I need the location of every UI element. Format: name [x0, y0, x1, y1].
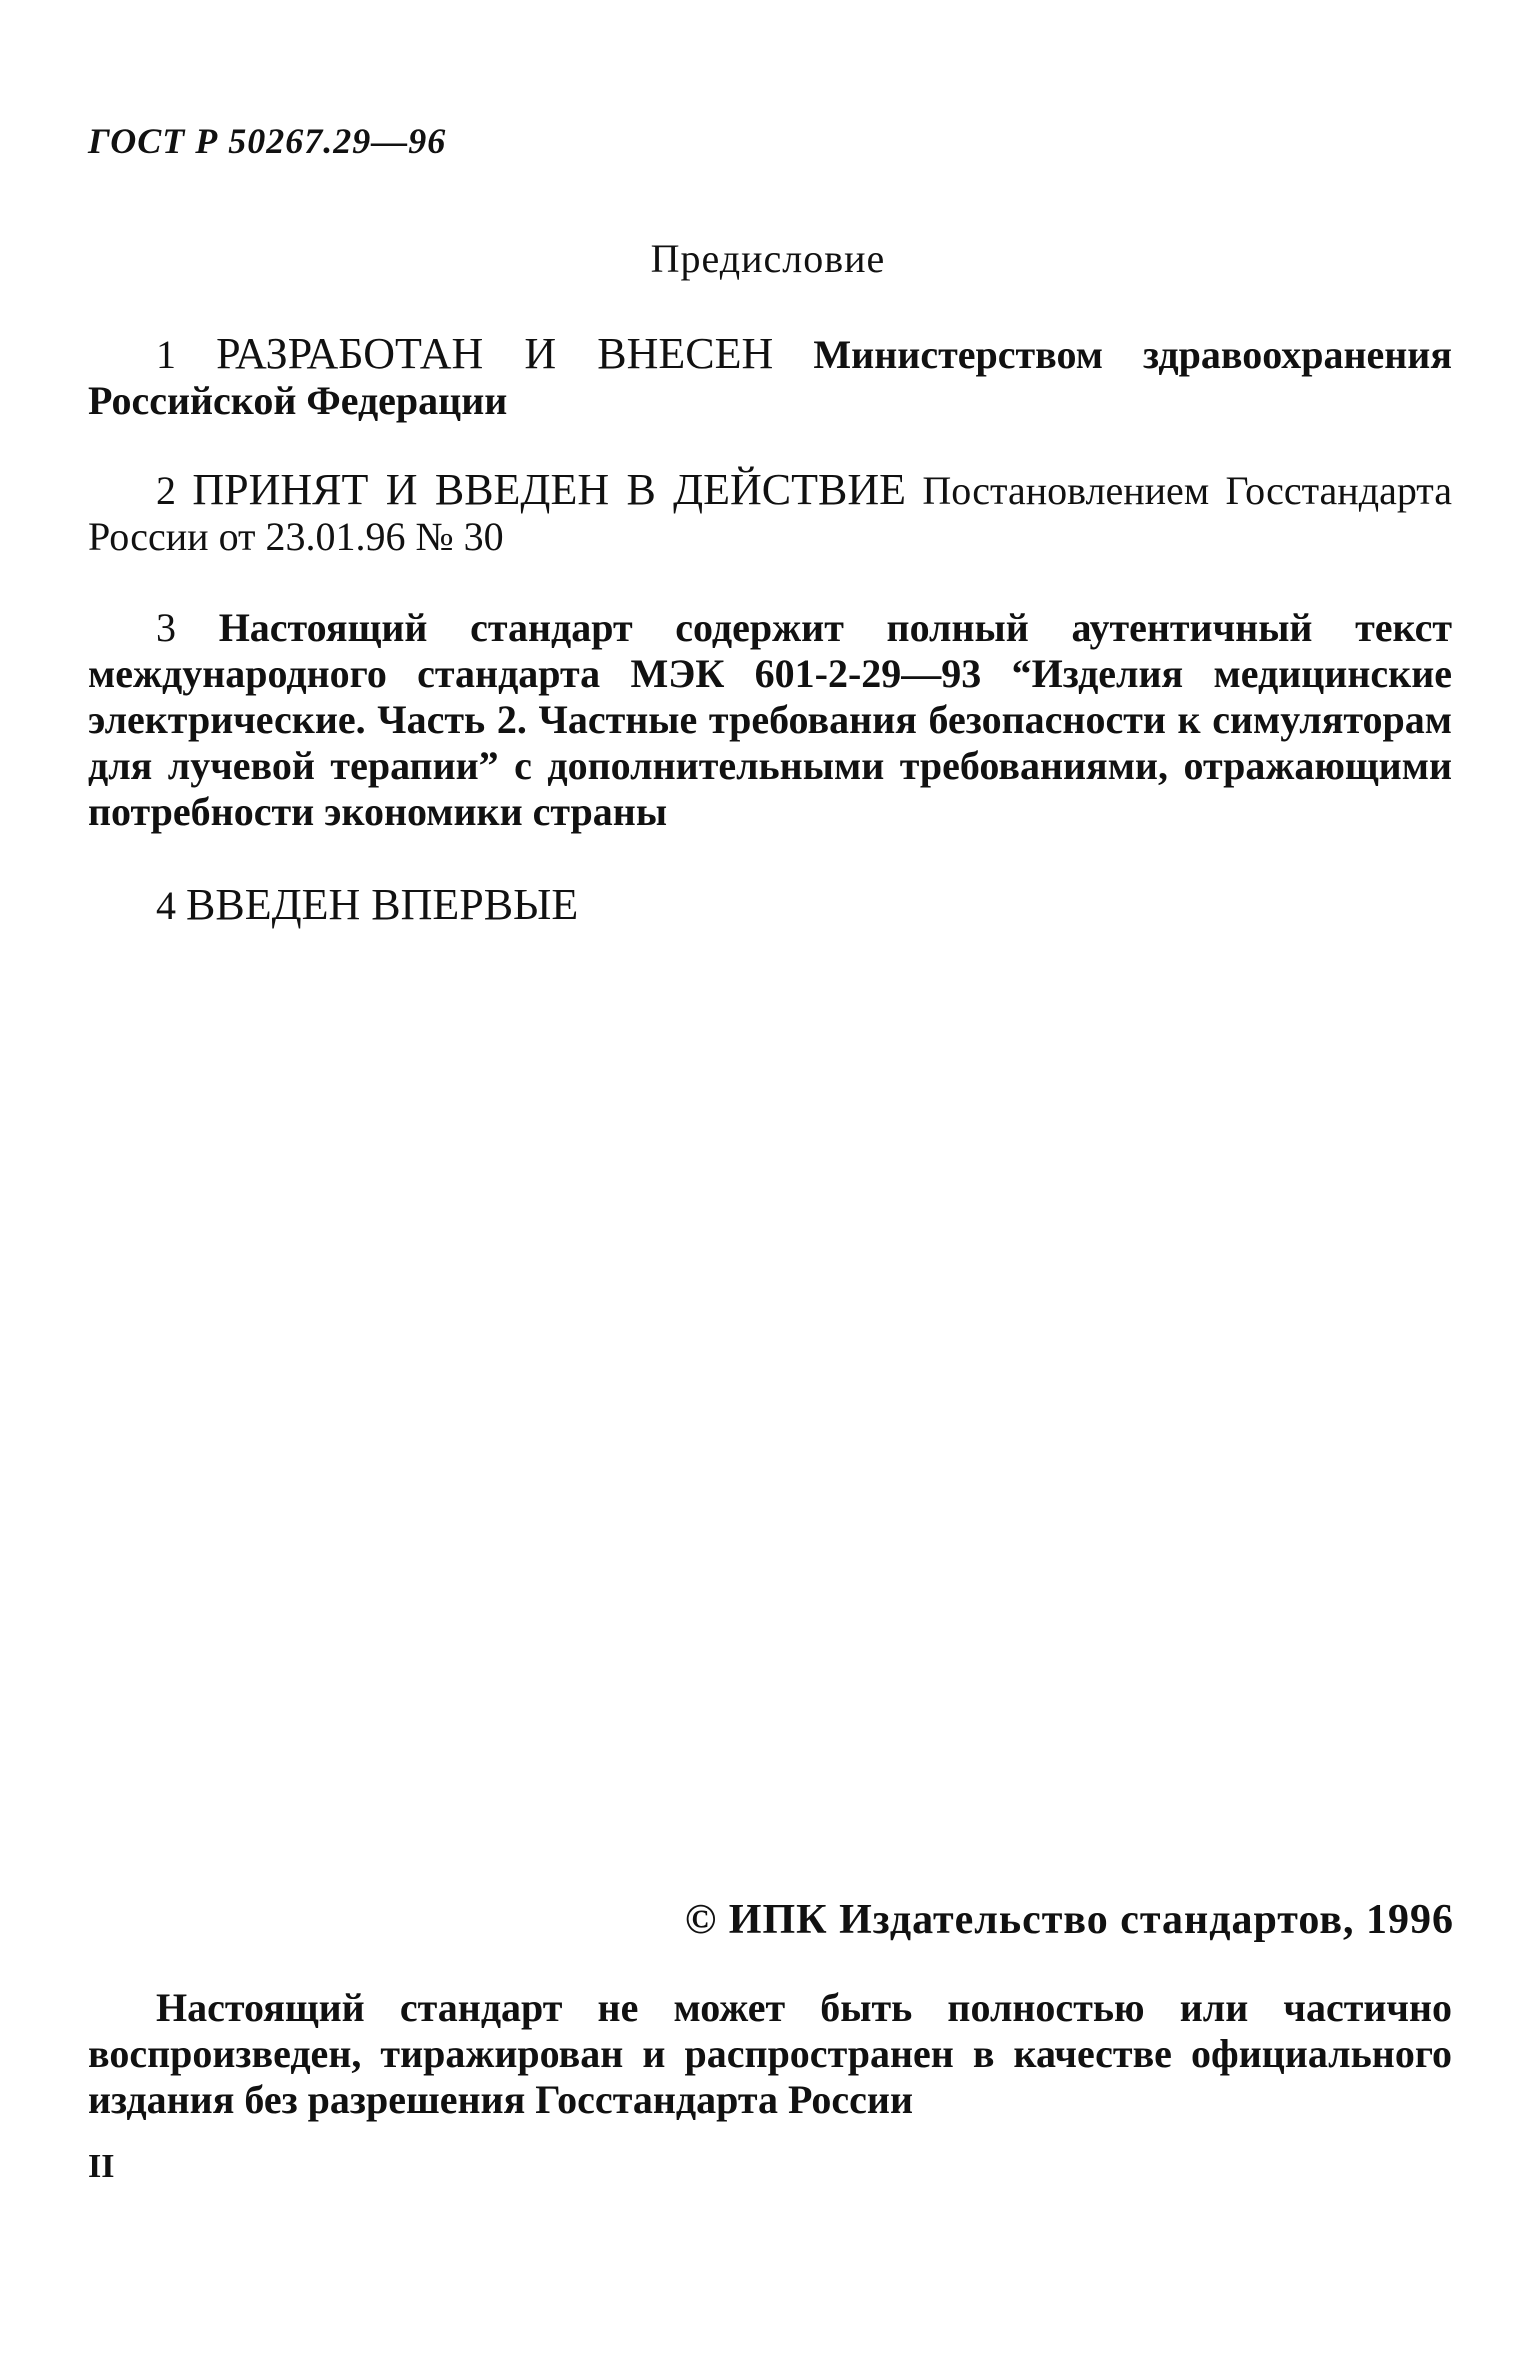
- page-title: Предисловие: [650, 236, 886, 281]
- foreword-item-1: [88, 331, 1452, 424]
- page-number: II: [88, 2148, 115, 2185]
- copyright-line: © ИПК Издательство стандартов, 1996: [684, 1897, 1454, 1943]
- item-lead: ПРИНЯТ И ВВЕДЕН В ДЕЙСТВИЕ: [192, 465, 907, 514]
- item-number: 4: [156, 883, 176, 928]
- item-lead: РАЗРАБОТАН И ВНЕСЕН: [216, 329, 774, 378]
- reproduction-notice: Настоящий стандарт не может быть полностью или частично воспроизведен, тиражирован и распространен в качестве официального издания без разрешения Госстандарта России: [88, 1985, 1452, 2122]
- item-number: 2: [156, 468, 176, 513]
- item-text: Постановлением Госстандарта России от 23.01.96 № 30: [88, 468, 1453, 559]
- item-text: Настоящий стандарт содержит полный аутентичный текст международного стандарта МЭК 601-2-29—93 “Изделия медицинские электрические. Часть 2. Частные требования безопасности к симуляторам для лучевой терапии” с дополнительными требованиями, отражающими потребности экономики страны: [88, 605, 1453, 834]
- item-number: 3: [156, 605, 176, 650]
- foreword-item-3: [88, 605, 1452, 835]
- foreword-item-4: [88, 882, 1452, 929]
- foreword-item-2: [88, 467, 1452, 560]
- standard-code-header: ГОСТ Р 50267.29—96: [88, 121, 447, 161]
- item-lead: ВВЕДЕН ВПЕРВЫЕ: [186, 880, 579, 929]
- item-number: 1: [156, 332, 176, 377]
- item-text: Министерством здравоохранения Российской Федерации: [88, 332, 1452, 423]
